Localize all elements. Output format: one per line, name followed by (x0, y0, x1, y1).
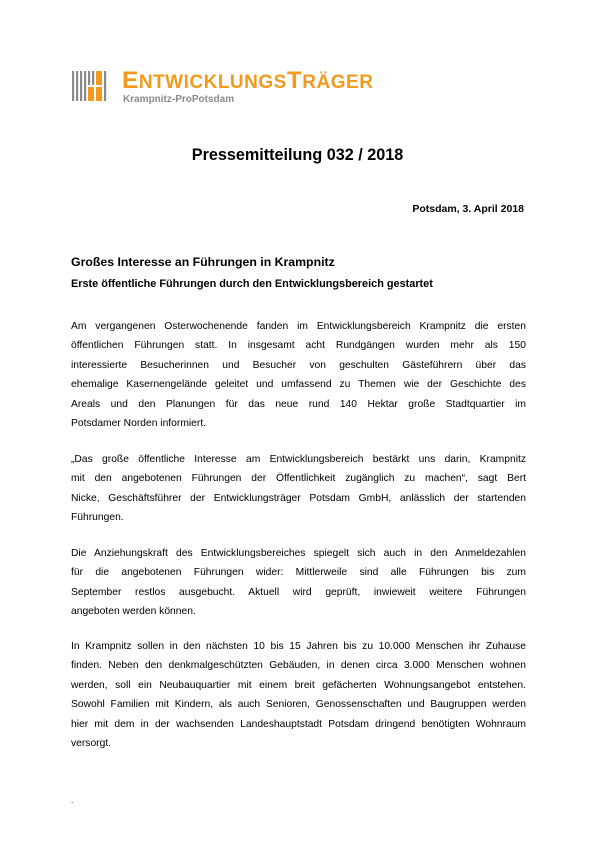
footer-mark: . (71, 796, 74, 805)
text-line: Führungen. (71, 512, 124, 524)
paragraph-2 (71, 450, 526, 528)
logo-subtitle: Krampnitz-ProPotsdam (123, 94, 235, 105)
text-line: finden. Neben den denkmalgeschützten Gebäuden, in denen circa 3.000 Menschen wohnen (71, 660, 526, 672)
text-line: interessierte Besucherinnen und Besucher von geschulten Gästeführern über das (71, 359, 526, 371)
paragraph-1 (71, 317, 526, 433)
subheadline: Erste öffentliche Führungen durch den Entwicklungsbereich gestartet (71, 278, 433, 290)
text-line: mit den angebotenen Führungen der Öffentlichkeit zugänglich zu machen“, sagt Bert (71, 473, 526, 485)
text-line: In Krampnitz sollen in den nächsten 10 bis 15 Jahren bis zu 10.000 Menschen ihr Zuhause (71, 641, 526, 652)
logo-mark-icon (72, 67, 110, 105)
text-line: Nicke, Geschäftsführer der Entwicklungsträger Potsdam GmbH, anlässlich der startenden (71, 492, 526, 504)
text-line: Am vergangenen Osterwochenende fanden im Entwicklungsbereich Krampnitz die ersten (71, 321, 526, 332)
date-line: Potsdam, 3. April 2018 (412, 203, 524, 215)
text-line: Areals und den Planungen für das neue rund 140 Hektar große Stadtquartier im (71, 398, 526, 410)
paragraph-3 (71, 544, 526, 622)
logo-wordmark: ENTWICKLUNGSTRÄGER (122, 67, 374, 94)
text-line: Potsdamer Norden informiert. (71, 417, 207, 429)
page-title: Pressemitteilung 032 / 2018 (191, 146, 404, 164)
text-line: Die Anziehungskraft des Entwicklungsbereiches spiegelt sich auch in den Anmeldezahlen (71, 548, 526, 559)
headline: Großes Interesse an Führungen in Krampnitz (71, 255, 335, 269)
text-line: versorgt. (71, 737, 112, 749)
text-line: Sowohl Familien mit Kindern, als auch Senioren, Genossenschaften und Baugruppen werden (71, 699, 526, 711)
text-line: ehemalige Kasernengelände geleitet und umfassend zu Themen wie der Geschichte des (71, 379, 526, 391)
paragraph-4 (71, 637, 526, 753)
text-line: angeboten werden können. (71, 606, 196, 618)
logo (72, 67, 392, 107)
text-line: „Das große öffentliche Interesse am Entwicklungsbereich bestärkt uns darin, Krampnitz (71, 454, 526, 465)
text-line: für die angebotenen Führungen wider: Mittlerweile sind alle Führungen bis zum (71, 567, 526, 579)
text-line: September restlos ausgebucht. Aktuell wird geprüft, inwieweit weitere Führungen (71, 586, 526, 598)
text-line: werden, soll ein Neubauquartier mit einem breit gefächerten Wohnungsangebot entstehen. (71, 679, 526, 691)
text-line: hier mit dem in der wachsenden Landeshauptstadt Potsdam dringend benötigten Wohnraum (71, 718, 526, 730)
text-line: öffentlichen Führungen statt. In insgesamt acht Rundgängen wurden mehr als 150 (71, 340, 526, 352)
